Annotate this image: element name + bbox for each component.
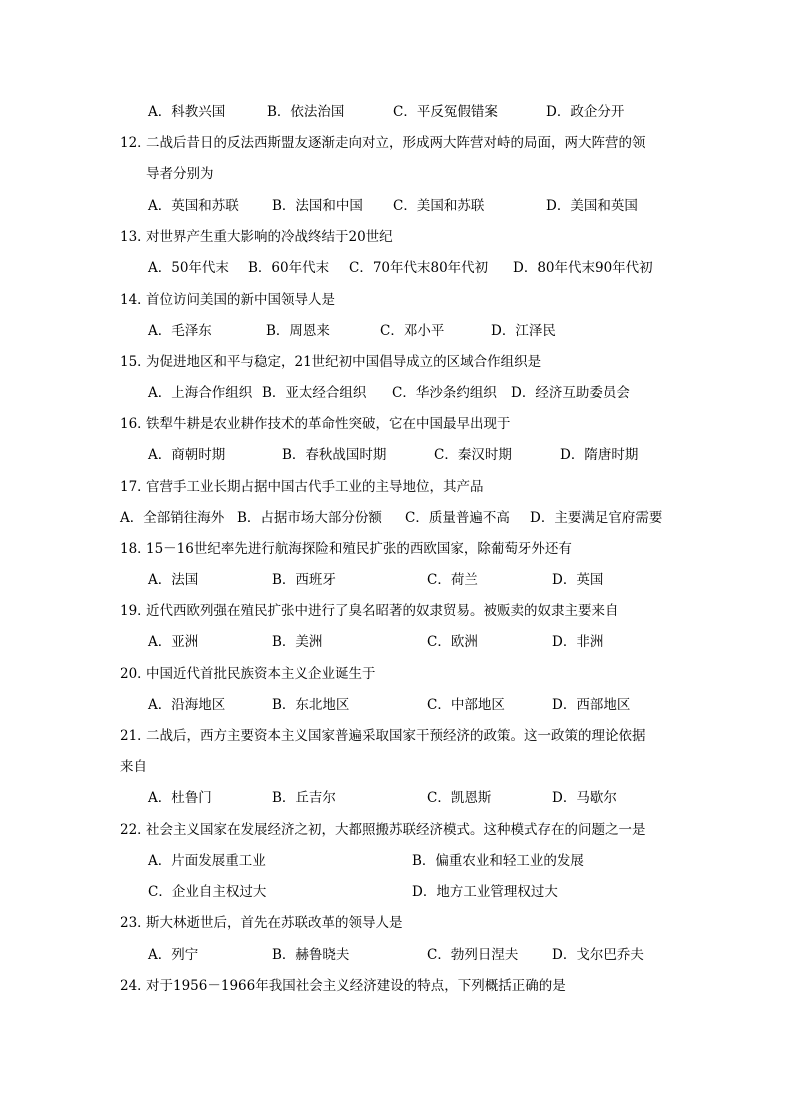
q12-option-a: A．英国和苏联	[148, 198, 239, 214]
q12-option-c: C．美国和苏联	[393, 198, 485, 214]
q12-text-2: 导者分别为	[146, 166, 214, 182]
q17-number: 17．	[120, 479, 151, 495]
q14-option-d: D．江泽民	[491, 323, 556, 339]
q13-option-b: B．60年代末	[248, 260, 330, 276]
q15-number: 15．	[120, 354, 151, 370]
q21-text: 二战后，西方主要资本主义国家普遍采取国家干预经济的政策。这一政策的理论依据	[146, 728, 646, 744]
q22-number: 22．	[120, 822, 151, 838]
q23-option-a: A．列宁	[148, 947, 199, 963]
q16-option-c: C．秦汉时期	[434, 447, 512, 463]
q24-number: 24．	[120, 978, 151, 994]
q15-option-b: B．亚太经合组织	[262, 385, 367, 401]
q11-option-c: C．平反冤假错案	[393, 104, 498, 120]
q13-option-c: C．70年代末80年代初	[349, 260, 489, 276]
q23-number: 23．	[120, 915, 151, 931]
q21-number: 21．	[120, 728, 151, 744]
q23-text: 斯大林逝世后，首先在苏联改革的领导人是	[146, 915, 403, 931]
q21-option-a: A．杜鲁门	[148, 790, 212, 806]
q20-option-a: A．沿海地区	[148, 697, 226, 713]
q18-option-c: C．荷兰	[427, 572, 478, 588]
q24-text: 对于1956－1966年我国社会主义经济建设的特点，下列概括正确的是	[146, 978, 566, 994]
q21-option-b: B．丘吉尔	[272, 790, 336, 806]
q12-number: 12．	[120, 135, 151, 151]
q11-option-a: A．科教兴国	[148, 104, 226, 120]
q15-text: 为促进地区和平与稳定，21世纪初中国倡导成立的区域合作组织是	[146, 354, 542, 370]
q14-option-c: C．邓小平	[380, 323, 445, 339]
q20-option-c: C．中部地区	[427, 697, 505, 713]
q19-number: 19．	[120, 603, 151, 619]
q19-text: 近代西欧列强在殖民扩张中进行了臭名昭著的奴隶贸易。被贩卖的奴隶主要来自	[146, 603, 619, 619]
q23-option-d: D．戈尔巴乔夫	[552, 947, 644, 963]
q18-option-a: A．法国	[148, 572, 199, 588]
q14-number: 14．	[120, 292, 151, 308]
q18-number: 18．	[120, 541, 151, 557]
q12-text: 二战后昔日的反法西斯盟友逐渐走向对立，形成两大阵营对峙的局面，两大阵营的领	[146, 135, 646, 151]
q22-option-b: B．偏重农业和轻工业的发展	[412, 853, 584, 869]
q21-text-2: 来自	[120, 759, 147, 775]
q14-option-a: A．毛泽东	[148, 323, 212, 339]
q19-option-d: D．非洲	[552, 634, 604, 650]
q19-option-a: A．亚洲	[148, 634, 199, 650]
q12-option-b: B．法国和中国	[272, 198, 363, 214]
q11-option-d: D．政企分开	[546, 104, 625, 120]
q16-option-d: D．隋唐时期	[560, 447, 639, 463]
q17-text: 官营手工业长期占据中国古代手工业的主导地位，其产品	[146, 479, 484, 495]
q15-option-a: A．上海合作组织	[148, 385, 253, 401]
q17-option-d: D．主要满足官府需要	[530, 510, 663, 526]
q13-option-a: A．50年代末	[148, 260, 229, 276]
q22-text: 社会主义国家在发展经济之初，大都照搬苏联经济模式。这种模式存在的问题之一是	[146, 822, 646, 838]
q21-option-d: D．马歇尔	[552, 790, 617, 806]
q13-number: 13．	[120, 229, 151, 245]
q11-option-b: B．依法治国	[267, 104, 345, 120]
q16-option-b: B．春秋战国时期	[282, 447, 387, 463]
q17-option-a: A．全部销往海外	[120, 510, 225, 526]
q16-option-a: A．商朝时期	[148, 447, 226, 463]
q13-text: 对世界产生重大影响的冷战终结于20世纪	[146, 229, 393, 245]
q18-option-d: D．英国	[552, 572, 604, 588]
q18-text: 15－16世纪率先进行航海探险和殖民扩张的西欧国家，除葡萄牙外还有	[146, 541, 572, 557]
q22-option-a: A．片面发展重工业	[148, 853, 266, 869]
q20-option-d: D．西部地区	[552, 697, 631, 713]
q19-option-c: C．欧洲	[427, 634, 478, 650]
q20-option-b: B．东北地区	[272, 697, 350, 713]
q12-option-d: D．美国和英国	[546, 198, 638, 214]
q18-option-b: B．西班牙	[272, 572, 336, 588]
q16-number: 16．	[120, 416, 151, 432]
q17-option-c: C．质量普遍不高	[405, 510, 510, 526]
q14-text: 首位访问美国的新中国领导人是	[146, 292, 335, 308]
q23-option-b: B．赫鲁晓夫	[272, 947, 350, 963]
q20-text: 中国近代首批民族资本主义企业诞生于	[146, 666, 376, 682]
q19-option-b: B．美洲	[272, 634, 323, 650]
q15-option-d: D．经济互助委员会	[511, 385, 630, 401]
q15-option-c: C．华沙条约组织	[392, 385, 497, 401]
q22-option-c: C．企业自主权过大	[148, 884, 267, 900]
q14-option-b: B．周恩来	[266, 323, 330, 339]
q23-option-c: C．勃列日涅夫	[427, 947, 519, 963]
q16-text: 铁犁牛耕是农业耕作技术的革命性突破，它在中国最早出现于	[146, 416, 511, 432]
q21-option-c: C．凯恩斯	[427, 790, 492, 806]
q20-number: 20．	[120, 666, 151, 682]
q22-option-d: D．地方工业管理权过大	[412, 884, 558, 900]
q13-option-d: D．80年代末90年代初	[513, 260, 653, 276]
q17-option-b: B．占据市场大部分份额	[237, 510, 382, 526]
